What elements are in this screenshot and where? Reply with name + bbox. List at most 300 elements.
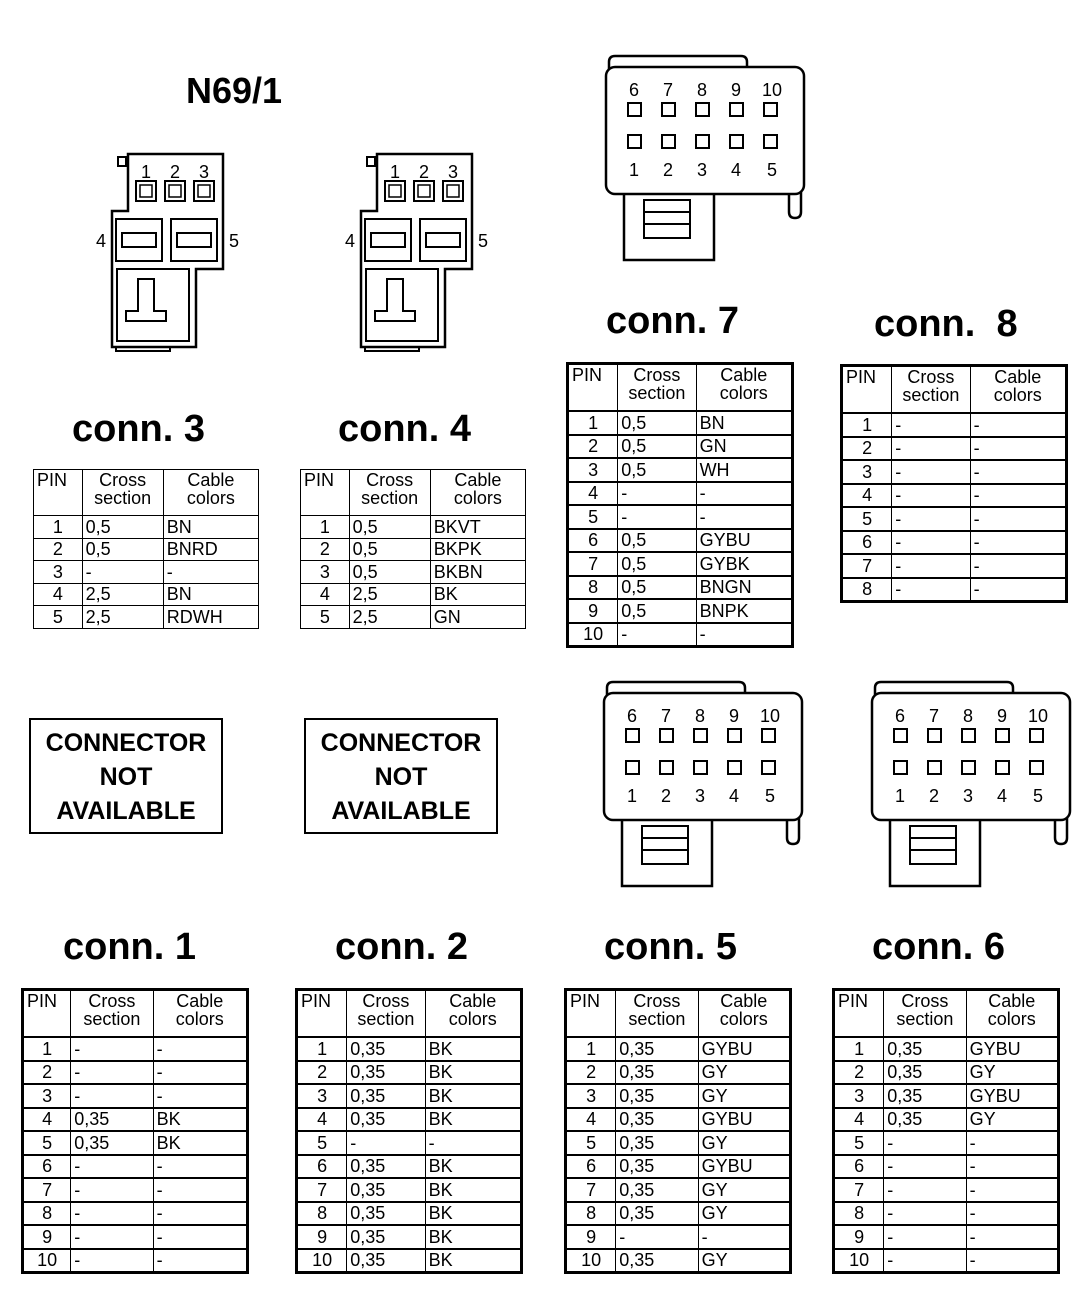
pin-label: 5 xyxy=(477,231,489,251)
cross-section-cell: 0,35 xyxy=(347,1037,425,1061)
table-row xyxy=(566,1249,791,1273)
cable-color-cell: RDWH xyxy=(163,606,258,629)
cable-color-cell: BK xyxy=(153,1131,247,1155)
cable-color-cell: - xyxy=(153,1225,247,1249)
pin-label: 4 xyxy=(728,786,740,806)
table-row xyxy=(834,1225,1059,1249)
cable-color-cell: - xyxy=(696,623,792,647)
table-row xyxy=(297,1037,522,1061)
cross-section-cell: - xyxy=(884,1202,966,1226)
table-row xyxy=(842,413,1067,437)
cross-section-cell: 0,35 xyxy=(347,1178,425,1202)
header-text: section xyxy=(361,488,419,508)
conn7-pin-table xyxy=(566,362,794,648)
pin-header xyxy=(301,470,350,516)
conn4-pin-table xyxy=(300,469,526,629)
cable-color-cell: BK xyxy=(425,1225,521,1249)
pin-cell: 3 xyxy=(842,460,892,484)
pin-label: 6 xyxy=(628,80,640,100)
cable-color-cell: - xyxy=(970,460,1066,484)
pin-cell: 9 xyxy=(23,1225,71,1249)
cable-color-cell: BK xyxy=(425,1061,521,1085)
table-row xyxy=(34,516,259,539)
cross-section-cell: 0,35 xyxy=(347,1202,425,1226)
table-row xyxy=(834,1037,1059,1061)
conn7-title: conn. 7 xyxy=(606,300,740,342)
pin-cell: 1 xyxy=(301,516,350,539)
header-text: Cross xyxy=(633,991,681,1011)
header-text: Cable xyxy=(994,367,1042,387)
table-row xyxy=(23,1202,248,1226)
conn5-title: conn. 5 xyxy=(604,926,738,968)
table-row xyxy=(834,1178,1059,1202)
table-header-row xyxy=(568,364,793,412)
cable-color-cell: BK xyxy=(430,583,525,606)
header-text: PIN xyxy=(27,991,58,1011)
pin-cell: 3 xyxy=(568,458,618,482)
table-row xyxy=(23,1249,248,1273)
cross-section-header xyxy=(71,990,153,1038)
cable-color-cell: - xyxy=(970,578,1066,602)
header-text: section xyxy=(94,488,152,508)
pin-cell: 6 xyxy=(297,1155,347,1179)
table-row xyxy=(834,1061,1059,1085)
cable-color-cell: BK xyxy=(425,1108,521,1132)
cable-color-cell: BKVT xyxy=(430,516,525,539)
table-row xyxy=(568,529,793,553)
pin-header xyxy=(34,470,83,516)
pin-cell: 3 xyxy=(23,1084,71,1108)
cross-section-cell: 0,35 xyxy=(71,1108,153,1132)
cross-section-cell: - xyxy=(71,1084,153,1108)
pin-cell: 10 xyxy=(23,1249,71,1273)
pin-cell: 2 xyxy=(297,1061,347,1085)
pin-label: 4 xyxy=(344,231,356,251)
conn6-connector-drawing xyxy=(870,678,1074,890)
cable-color-cell: BN xyxy=(163,583,258,606)
cross-section-cell: 0,35 xyxy=(616,1131,698,1155)
pin-cell: 5 xyxy=(842,507,892,531)
cross-section-cell: 0,35 xyxy=(884,1108,966,1132)
cable-color-cell: - xyxy=(153,1037,247,1061)
table-row xyxy=(842,437,1067,461)
conn4-connector-drawing xyxy=(343,151,489,361)
table-row xyxy=(568,435,793,459)
cross-section-cell: - xyxy=(884,1155,966,1179)
table-row xyxy=(834,1108,1059,1132)
conn7-connector-drawing xyxy=(604,52,808,264)
pin-cell: 3 xyxy=(297,1084,347,1108)
header-text: section xyxy=(357,1009,415,1029)
pin-cell: 4 xyxy=(297,1108,347,1132)
table-row xyxy=(297,1249,522,1273)
conn4-title: conn. 4 xyxy=(338,408,472,450)
cable-colors-header xyxy=(163,470,258,516)
cross-section-header xyxy=(892,366,970,414)
table-row xyxy=(568,505,793,529)
cross-section-header xyxy=(347,990,425,1038)
pin-label: 10 xyxy=(1027,706,1049,726)
pin-cell: 1 xyxy=(566,1037,616,1061)
pin-header xyxy=(566,990,616,1038)
cross-section-cell: - xyxy=(892,413,970,437)
header-text: section xyxy=(902,385,960,405)
table-row xyxy=(297,1108,522,1132)
conn3-pin-table xyxy=(33,469,259,629)
table-row xyxy=(842,554,1067,578)
cable-color-cell: GYBU xyxy=(698,1108,790,1132)
cross-section-cell: 0,5 xyxy=(618,552,696,576)
header-text: Cable xyxy=(454,470,502,490)
cable-color-cell: - xyxy=(970,554,1066,578)
cable-color-cell: WH xyxy=(696,458,792,482)
cross-section-header xyxy=(82,470,163,516)
pin-cell: 6 xyxy=(566,1155,616,1179)
pin-cell: 2 xyxy=(568,435,618,459)
cross-section-cell: 0,35 xyxy=(347,1249,425,1273)
cable-color-cell: GYBU xyxy=(696,529,792,553)
header-text: colors xyxy=(448,1009,497,1029)
header-text: Cross xyxy=(362,991,410,1011)
pin-label: 6 xyxy=(894,706,906,726)
pin-cell: 4 xyxy=(568,482,618,506)
cross-section-cell: - xyxy=(892,437,970,461)
cross-section-cell: 0,5 xyxy=(618,529,696,553)
table-row xyxy=(566,1202,791,1226)
pin-cell: 8 xyxy=(568,576,618,600)
cable-color-cell: GY xyxy=(698,1178,790,1202)
cross-section-cell: 0,5 xyxy=(618,599,696,623)
conn3-title: conn. 3 xyxy=(72,408,206,450)
cable-color-cell: - xyxy=(970,484,1066,508)
header-text: PIN xyxy=(570,991,601,1011)
not-available-line: AVAILABLE xyxy=(56,797,196,825)
pin-label: 4 xyxy=(95,231,107,251)
conn2-pin-table xyxy=(295,988,523,1274)
table-row xyxy=(23,1155,248,1179)
main-title: N69/1 xyxy=(186,70,283,111)
pin-cell: 1 xyxy=(34,516,83,539)
cross-section-cell: - xyxy=(884,1249,966,1273)
table-row xyxy=(23,1178,248,1202)
cross-section-cell: 2,5 xyxy=(349,606,430,629)
pin-cell: 8 xyxy=(297,1202,347,1226)
table-row xyxy=(297,1178,522,1202)
pin-label: 8 xyxy=(694,706,706,726)
cable-colors-header xyxy=(153,990,247,1038)
table-row xyxy=(842,531,1067,555)
cable-color-cell: GY xyxy=(966,1108,1058,1132)
pin-cell: 4 xyxy=(842,484,892,508)
cable-color-cell: BK xyxy=(425,1202,521,1226)
table-row xyxy=(297,1061,522,1085)
table-row xyxy=(566,1084,791,1108)
table-row xyxy=(842,507,1067,531)
pin-cell: 3 xyxy=(566,1084,616,1108)
cable-color-cell: GN xyxy=(430,606,525,629)
header-text: section xyxy=(83,1009,141,1029)
header-text: colors xyxy=(993,385,1042,405)
pin-label: 4 xyxy=(730,160,742,180)
header-text: PIN xyxy=(304,470,335,490)
cable-color-cell: - xyxy=(966,1225,1058,1249)
table-row xyxy=(297,1155,522,1179)
cross-section-cell: 0,35 xyxy=(616,1084,698,1108)
table-row xyxy=(568,552,793,576)
cross-section-cell: - xyxy=(616,1225,698,1249)
cable-color-cell: BKPK xyxy=(430,538,525,561)
cable-color-cell: - xyxy=(153,1249,247,1273)
conn2-title: conn. 2 xyxy=(335,926,469,968)
pin-cell: 4 xyxy=(34,583,83,606)
pin-cell: 1 xyxy=(834,1037,884,1061)
conn5-pin-table xyxy=(564,988,792,1274)
table-header-row xyxy=(297,990,522,1038)
header-text: PIN xyxy=(838,991,869,1011)
pin-label: 3 xyxy=(962,786,974,806)
header-text: colors xyxy=(175,1009,224,1029)
pin-label: 1 xyxy=(894,786,906,806)
pin-cell: 3 xyxy=(301,561,350,584)
header-text: colors xyxy=(453,488,502,508)
cable-color-cell: GY xyxy=(698,1249,790,1273)
cable-color-cell: - xyxy=(966,1131,1058,1155)
cross-section-cell: - xyxy=(892,460,970,484)
table-row xyxy=(566,1178,791,1202)
pin-label: 6 xyxy=(626,706,638,726)
pin-label: 9 xyxy=(996,706,1008,726)
pin-cell: 2 xyxy=(834,1061,884,1085)
table-row xyxy=(297,1131,522,1155)
table-row xyxy=(34,606,259,629)
table-header-row xyxy=(301,470,526,516)
header-text: PIN xyxy=(37,470,68,490)
table-row xyxy=(566,1155,791,1179)
cable-color-cell: BK xyxy=(425,1155,521,1179)
cross-section-cell: 0,35 xyxy=(616,1249,698,1273)
pin-cell: 2 xyxy=(23,1061,71,1085)
cross-section-cell: - xyxy=(618,482,696,506)
pin-label: 1 xyxy=(628,160,640,180)
pin-cell: 9 xyxy=(834,1225,884,1249)
cross-section-cell: - xyxy=(884,1225,966,1249)
cable-color-cell: BK xyxy=(425,1037,521,1061)
cross-section-header xyxy=(349,470,430,516)
cross-section-cell: 0,5 xyxy=(349,538,430,561)
pin-label: 3 xyxy=(198,162,210,182)
pin-label: 9 xyxy=(728,706,740,726)
pin-cell: 9 xyxy=(568,599,618,623)
pin-header xyxy=(297,990,347,1038)
table-row xyxy=(568,599,793,623)
pin-label: 8 xyxy=(962,706,974,726)
cross-section-cell: - xyxy=(892,578,970,602)
header-text: Cable xyxy=(720,991,768,1011)
table-row xyxy=(566,1108,791,1132)
cross-section-cell: 0,35 xyxy=(347,1108,425,1132)
pin-label: 2 xyxy=(928,786,940,806)
pin-label: 9 xyxy=(730,80,742,100)
cable-colors-header xyxy=(430,470,525,516)
cable-color-cell: GY xyxy=(698,1061,790,1085)
conn6-title: conn. 6 xyxy=(872,926,1006,968)
pin-cell: 3 xyxy=(834,1084,884,1108)
table-row xyxy=(301,538,526,561)
table-header-row xyxy=(834,990,1059,1038)
pin-label: 7 xyxy=(662,80,674,100)
pin-label: 7 xyxy=(660,706,672,726)
pin-header xyxy=(842,366,892,414)
cable-color-cell: GN xyxy=(696,435,792,459)
table-row xyxy=(23,1061,248,1085)
pin-cell: 6 xyxy=(23,1155,71,1179)
cross-section-cell: 0,35 xyxy=(616,1108,698,1132)
pin-label: 1 xyxy=(626,786,638,806)
table-row xyxy=(34,538,259,561)
cross-section-cell: 0,5 xyxy=(618,576,696,600)
cross-section-cell: 0,35 xyxy=(347,1225,425,1249)
table-row xyxy=(301,583,526,606)
pin-cell: 2 xyxy=(301,538,350,561)
pin-cell: 5 xyxy=(297,1131,347,1155)
cable-color-cell: BN xyxy=(163,516,258,539)
pin-cell: 5 xyxy=(568,505,618,529)
cable-color-cell: - xyxy=(970,437,1066,461)
pin-cell: 5 xyxy=(301,606,350,629)
pin-cell: 5 xyxy=(834,1131,884,1155)
pin-label: 1 xyxy=(389,162,401,182)
cable-color-cell: - xyxy=(970,531,1066,555)
cable-colors-header xyxy=(970,366,1066,414)
cross-section-cell: 0,5 xyxy=(82,516,163,539)
table-row xyxy=(834,1155,1059,1179)
cross-section-cell: - xyxy=(71,1225,153,1249)
pin-cell: 7 xyxy=(566,1178,616,1202)
cable-color-cell: GYBU xyxy=(698,1037,790,1061)
header-text: Cable xyxy=(449,991,497,1011)
cross-section-cell: 0,35 xyxy=(616,1178,698,1202)
header-text: section xyxy=(628,383,686,403)
cross-section-cell: 0,35 xyxy=(347,1084,425,1108)
cross-section-cell: 0,35 xyxy=(616,1037,698,1061)
pin-cell: 4 xyxy=(566,1108,616,1132)
not-available-line: CONNECTOR xyxy=(45,729,207,757)
table-row xyxy=(566,1131,791,1155)
pin-label: 10 xyxy=(761,80,783,100)
pin-cell: 9 xyxy=(566,1225,616,1249)
table-row xyxy=(301,561,526,584)
cross-section-cell: - xyxy=(618,623,696,647)
cable-color-cell: - xyxy=(153,1084,247,1108)
cable-color-cell: GY xyxy=(966,1061,1058,1085)
cross-section-cell: - xyxy=(71,1249,153,1273)
header-text: Cable xyxy=(176,991,224,1011)
table-row xyxy=(568,458,793,482)
cable-color-cell: BNGN xyxy=(696,576,792,600)
cross-section-cell: 2,5 xyxy=(82,606,163,629)
cable-color-cell: BNPK xyxy=(696,599,792,623)
table-row xyxy=(568,411,793,435)
table-header-row xyxy=(566,990,791,1038)
pin-label: 5 xyxy=(228,231,240,251)
cable-color-cell: BNRD xyxy=(163,538,258,561)
cross-section-cell: 0,35 xyxy=(347,1061,425,1085)
header-text: Cross xyxy=(907,367,955,387)
cross-section-cell: 0,5 xyxy=(349,516,430,539)
table-row xyxy=(566,1037,791,1061)
conn6-pin-table xyxy=(832,988,1060,1274)
header-text: colors xyxy=(719,383,768,403)
table-row xyxy=(842,578,1067,602)
cross-section-header xyxy=(616,990,698,1038)
table-row xyxy=(834,1249,1059,1273)
table-row xyxy=(834,1131,1059,1155)
table-row xyxy=(568,576,793,600)
pin-cell: 6 xyxy=(834,1155,884,1179)
cross-section-cell: 0,35 xyxy=(884,1084,966,1108)
pin-label: 3 xyxy=(694,786,706,806)
cable-color-cell: GYBU xyxy=(966,1084,1058,1108)
pin-cell: 10 xyxy=(834,1249,884,1273)
header-text: PIN xyxy=(572,365,603,385)
cable-colors-header xyxy=(696,364,792,412)
cross-section-cell: - xyxy=(892,554,970,578)
pin-cell: 2 xyxy=(34,538,83,561)
cross-section-cell: 0,5 xyxy=(618,411,696,435)
cross-section-cell: - xyxy=(82,561,163,584)
table-header-row xyxy=(842,366,1067,414)
cable-color-cell: - xyxy=(425,1131,521,1155)
pin-label: 3 xyxy=(696,160,708,180)
cable-colors-header xyxy=(966,990,1058,1038)
cable-color-cell: - xyxy=(153,1178,247,1202)
table-row xyxy=(568,482,793,506)
conn3-connector-drawing xyxy=(94,151,240,361)
table-row xyxy=(842,460,1067,484)
pin-cell: 6 xyxy=(568,529,618,553)
cable-color-cell: BK xyxy=(425,1178,521,1202)
cross-section-header xyxy=(884,990,966,1038)
table-row xyxy=(834,1202,1059,1226)
cable-color-cell: BKBN xyxy=(430,561,525,584)
cable-color-cell: - xyxy=(153,1155,247,1179)
header-text: PIN xyxy=(301,991,332,1011)
cable-color-cell: - xyxy=(163,561,258,584)
pin-cell: 1 xyxy=(568,411,618,435)
cross-section-cell: 2,5 xyxy=(349,583,430,606)
pin-label: 2 xyxy=(660,786,672,806)
cable-color-cell: - xyxy=(970,507,1066,531)
header-text: PIN xyxy=(846,367,877,387)
cable-color-cell: - xyxy=(966,1178,1058,1202)
cross-section-cell: 0,5 xyxy=(82,538,163,561)
header-text: Cross xyxy=(633,365,681,385)
cross-section-cell: 0,5 xyxy=(618,435,696,459)
cross-section-cell: - xyxy=(71,1178,153,1202)
cross-section-cell: - xyxy=(892,507,970,531)
pin-cell: 4 xyxy=(301,583,350,606)
not-available-line: CONNECTOR xyxy=(320,729,482,757)
cable-color-cell: BK xyxy=(425,1084,521,1108)
pin-cell: 2 xyxy=(842,437,892,461)
cross-section-cell: 0,35 xyxy=(616,1061,698,1085)
pin-label: 2 xyxy=(662,160,674,180)
pin-label: 2 xyxy=(418,162,430,182)
table-row xyxy=(297,1202,522,1226)
table-row xyxy=(566,1225,791,1249)
cable-color-cell: - xyxy=(153,1202,247,1226)
pin-cell: 10 xyxy=(297,1249,347,1273)
